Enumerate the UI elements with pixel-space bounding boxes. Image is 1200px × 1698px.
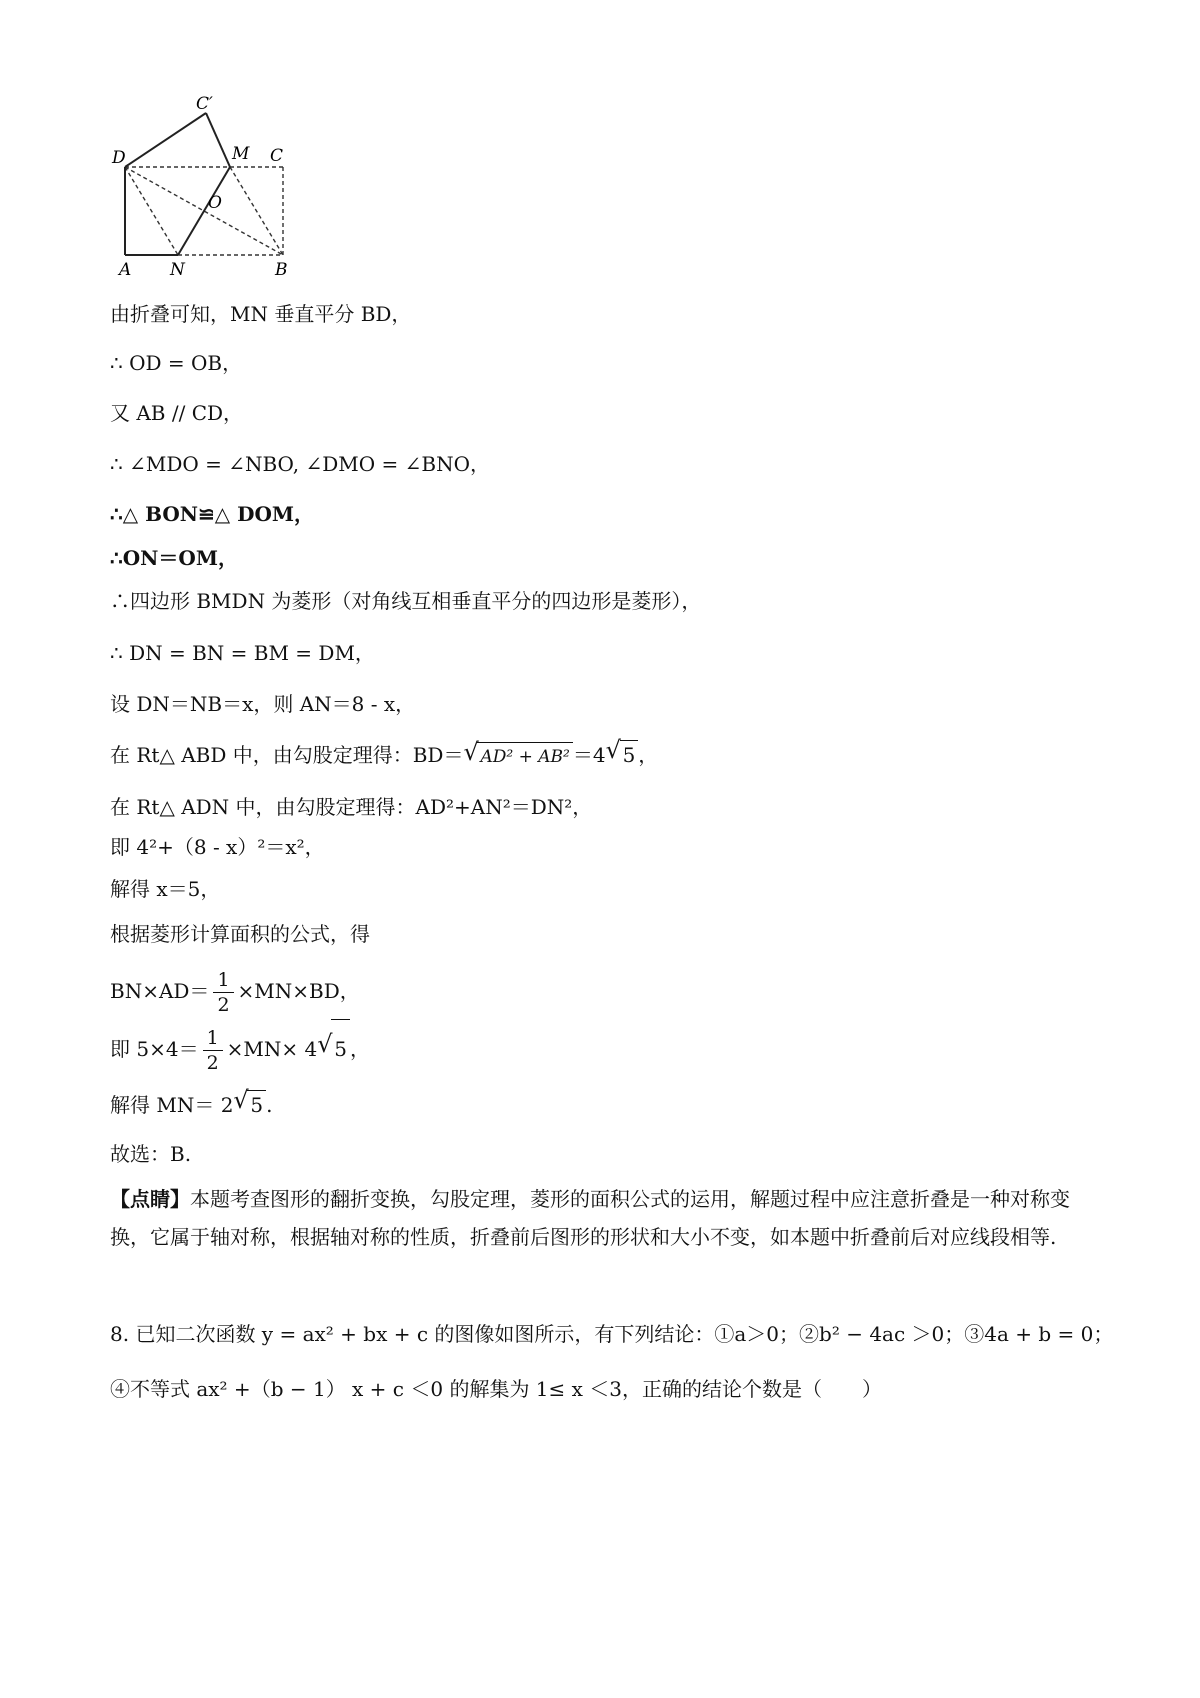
radicand-ad-ab: AD² + AB² — [477, 742, 572, 771]
segment-NM — [178, 167, 230, 255]
fraction-half — [213, 968, 233, 1017]
solution-line-9: 设 DN＝NB＝x，则 AN＝8 - x， — [110, 692, 416, 716]
solution-line-7: ∴四边形 BMDN 为菱形（对角线互相垂直平分的四边形是菱形）， — [110, 589, 702, 613]
label-D: D — [112, 148, 126, 168]
solution-line-8: ∴ DN = BN = BM = DM， — [110, 641, 375, 665]
line-17-prefix: 解得 MN＝ 2 — [110, 1093, 234, 1117]
note-text: 本题考查图形的翻折变换，勾股定理，菱形的面积公式的运用，解题过程中应注意折叠是一种对称变换，它属于轴对称，根据轴对称的性质，折叠前后图形的形状和大小不变，如本题中折叠前后对应线段相等. — [110, 1187, 1070, 1249]
solution-line-12: 即 4²+（8 - x）²＝x²， — [110, 835, 325, 859]
label-C-prime: C′ — [196, 94, 213, 114]
answer-line: 故选：B. — [110, 1142, 192, 1166]
question-8-line-2: ④不等式 ax² +（b − 1） x + c ＜0 的解集为 1≤ x ＜3，正确的结论个数是（ ） — [110, 1377, 883, 1401]
line-15-suffix: ×MN×BD， — [237, 979, 360, 1003]
label-N: N — [170, 260, 185, 280]
solution-line-11: 在 Rt△ ADN 中，由勾股定理得：AD²+AN²＝DN²， — [110, 795, 593, 819]
solution-line-10 — [110, 740, 658, 771]
radicand-5: 5 — [620, 740, 639, 769]
line-10-equals: ＝4 — [572, 743, 606, 767]
solution-line-1: 由折叠可知，MN 垂直平分 BD， — [110, 302, 412, 326]
line-15-prefix: BN×AD＝ — [110, 979, 210, 1003]
sqrt-5-c — [233, 1090, 266, 1119]
note-paragraph — [110, 1180, 1100, 1256]
solution-line-5: ∴△ BON≌△ DOM， — [110, 502, 315, 526]
solution-line-17 — [110, 1090, 273, 1119]
line-16-prefix: 即 5×4＝ — [110, 1037, 199, 1061]
label-M: M — [232, 144, 250, 164]
solution-line-2: ∴ OD = OB， — [110, 351, 243, 375]
solution-line-6: ∴ON＝OM， — [110, 546, 238, 570]
question-8-line-1: 8. 已知二次函数 y = ax² + bx + c 的图像如图所示，有下列结论：①a＞0；②b² − 4ac ＞0；③4a + b = 0； — [110, 1322, 1114, 1346]
line-10-end: ， — [638, 743, 659, 767]
label-B: B — [275, 260, 288, 280]
solution-line-14: 根据菱形计算面积的公式，得 — [110, 922, 370, 946]
solution-line-3: 又 AB // CD， — [110, 401, 244, 425]
label-C: C — [270, 146, 284, 166]
radicand-5-b: 5 — [331, 1019, 350, 1078]
solution-line-16 — [110, 1019, 370, 1077]
line-16-end: ， — [349, 1037, 370, 1061]
solution-line-15 — [110, 962, 360, 1020]
line-10-prefix: 在 Rt△ ABD 中，由勾股定理得：BD＝ — [110, 743, 464, 767]
line-16-mid: ×MN× 4 — [226, 1037, 318, 1061]
geometry-figure — [112, 94, 328, 305]
segment-DN — [125, 167, 178, 255]
fraction-half-2 — [203, 1026, 223, 1075]
note-label: 【点睛】 — [110, 1187, 190, 1211]
segment-MB — [230, 167, 283, 255]
solution-line-13: 解得 x＝5， — [110, 877, 221, 901]
radicand-5-c: 5 — [247, 1090, 266, 1119]
line-17-end: . — [266, 1093, 273, 1117]
sqrt-5-b — [317, 1019, 350, 1078]
segment-CprimeM — [206, 113, 230, 167]
fraction-numerator: 1 — [213, 968, 233, 993]
fraction-numerator-2: 1 — [203, 1026, 223, 1051]
solution-line-4: ∴ ∠MDO = ∠NBO, ∠DMO = ∠BNO， — [110, 452, 490, 476]
sqrt-5 — [606, 740, 639, 769]
fraction-denominator-2: 2 — [206, 1052, 219, 1074]
segment-DCprime — [125, 113, 206, 167]
label-A: A — [119, 260, 132, 280]
fraction-denominator: 2 — [217, 994, 230, 1016]
sqrt-ad-ab — [463, 742, 572, 771]
label-O: O — [208, 193, 222, 213]
